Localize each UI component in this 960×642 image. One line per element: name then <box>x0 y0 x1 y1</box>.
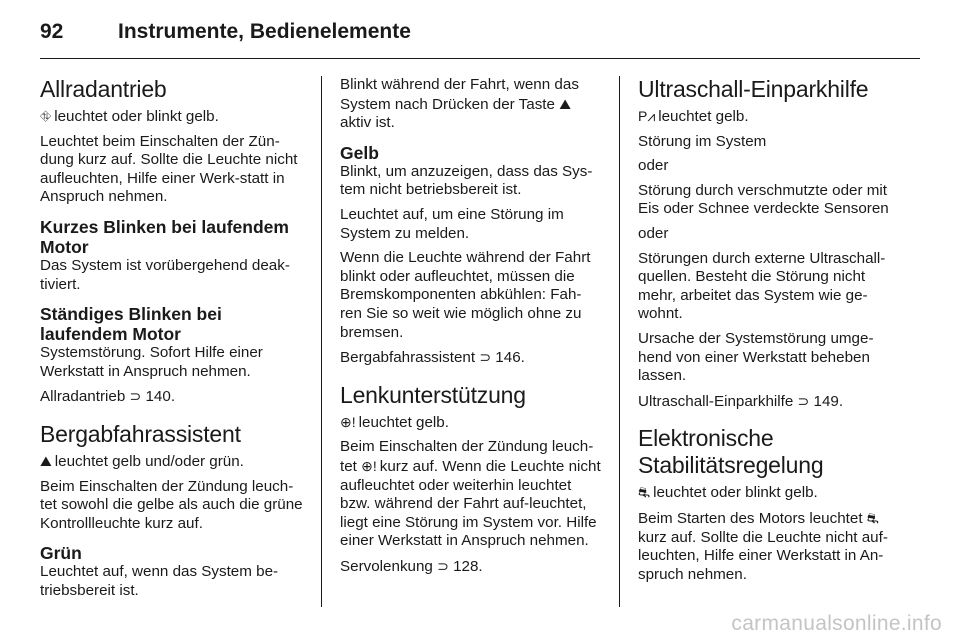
page-number: 92 <box>40 20 64 43</box>
running-title: Instrumente, Bedienelemente <box>118 20 411 43</box>
paragraph-bergab-start: Beim Einschalten der Zündung leuch-tet sowohl die gelbe als auch die grüne Kontrollleuchte kurz auf. <box>40 477 303 532</box>
paragraph-bremsen: Wenn die Leuchte während der Fahrt blinkt oder aufleuchtet, müssen die Bremskomponenten abkühlen: Fah-ren Sie so weit wie möglich ohne zu bremsen. <box>340 249 591 341</box>
paragraph-stoerung-extern: Störungen durch externe Ultraschall-quellen. Besteht die Störung nicht mehr, arbeitet das System wie ge-wohnt. <box>638 249 886 323</box>
paragraph-esp-start: Beim Starten des Motors leuchtet ⛐ kurz auf. Sollte die Leuchte nicht auf-leuchten, Hilfe einer Werkstatt in An-spruch nehmen. <box>638 509 888 583</box>
heading-staendiges-blinken: Ständiges Blinken bei laufendem Motor <box>40 304 222 345</box>
paragraph-esp-icon: ⛐ leuchtet oder blinkt gelb. <box>638 484 818 502</box>
paragraph-gelb: Blinkt, um anzuzeigen, dass das Sys-tem nicht betriebsbereit ist. <box>340 162 593 199</box>
paragraph-stoerung-sensoren: Störung durch verschmutzte oder mit Eis oder Schnee verdeckte Sensoren <box>638 181 889 218</box>
reference-bergabfahrassistent[interactable]: Bergabfahrassistent ⊃ 146. <box>340 349 525 367</box>
reference-arrow-icon: ⊃ <box>797 392 810 409</box>
paragraph-allrad-start: Leuchtet beim Einschalten der Zün-dung kurz auf. Sollte die Leuchte nicht aufleuchten, Hilfe einer Werk-statt in Anspruch nehmen. <box>40 132 298 206</box>
steering-warning-icon-inline: ⊕! <box>361 457 377 474</box>
paragraph-stoerung-system: Störung im System <box>638 132 767 150</box>
heading-lenkunterstuetzung: Lenkunterstützung <box>340 381 526 408</box>
reference-servolenkung[interactable]: Servolenkung ⊃ 128. <box>340 557 483 575</box>
reference-arrow-icon: ⊃ <box>437 557 449 574</box>
paragraph-oder-1: oder <box>638 157 669 175</box>
park-assist-icon: P⩘ <box>638 108 656 124</box>
paragraph-allrad-icon: ⛗ leuchtet oder blinkt gelb. <box>40 108 219 125</box>
watermark: carmanualsonline.info <box>731 612 942 635</box>
column-1 <box>40 76 308 607</box>
paragraph-staendiges-blinken: Systemstörung. Sofort Hilfe einer Werkstatt in Anspruch nehmen. <box>40 344 263 380</box>
heading-stabilitaetsregelung: Elektronische Stabilitätsregelung <box>638 425 824 479</box>
column-2 <box>340 76 602 582</box>
paragraph-gruen: Leuchtet auf, wenn das System be-triebsbereit ist. <box>40 563 279 599</box>
paragraph-bergab-icon: ⛰ leuchtet gelb und/oder grün. <box>40 452 244 470</box>
reference-ultraschall[interactable]: Ultraschall-Einparkhilfe ⊃ 149. <box>638 392 844 410</box>
heading-kurzes-blinken: Kurzes Blinken bei laufendem Motor <box>40 216 289 257</box>
page-header <box>40 14 920 54</box>
steering-warning-icon: ⊕! <box>340 413 356 430</box>
esp-icon-inline: ⛐ <box>866 509 879 526</box>
paragraph-stoerung: Leuchtet auf, um eine Störung im System zu melden. <box>340 205 564 242</box>
paragraph-ursache: Ursache der Systemstörung umge-hend von einer Werkstatt beheben lassen. <box>638 329 874 385</box>
paragraph-oder-2: oder <box>638 224 669 242</box>
awd-icon: ⛗ <box>40 108 52 124</box>
esp-icon: ⛐ <box>638 484 651 501</box>
paragraph-kurzes-blinken: Das System ist vorübergehend deak-tiviert. <box>40 256 290 293</box>
paragraph-blinkt-fahrt: Blinkt während der Fahrt, wenn das System nach Drücken der Taste ⛰ aktiv ist. <box>340 76 579 132</box>
hill-descent-button-icon: ⛰ <box>559 95 571 112</box>
hill-descent-icon: ⛰ <box>40 452 52 469</box>
header-rule <box>40 58 920 59</box>
heading-gruen: Grün <box>40 543 82 564</box>
reference-allradantrieb[interactable]: Allradantrieb ⊃ 140. <box>40 388 176 406</box>
reference-arrow-icon: ⊃ <box>479 349 492 366</box>
column-divider-2 <box>619 76 620 607</box>
heading-allradantrieb: Allradantrieb <box>40 76 167 102</box>
paragraph-lenk-icon: ⊕! leuchtet gelb. <box>340 413 449 431</box>
reference-arrow-icon: ⊃ <box>129 388 142 405</box>
column-3 <box>638 76 904 590</box>
heading-gelb: Gelb <box>340 142 379 163</box>
paragraph-ultra-icon: P⩘ leuchtet gelb. <box>638 108 749 125</box>
heading-ultraschall: Ultraschall-Einparkhilfe <box>638 76 869 102</box>
column-divider-1 <box>321 76 322 607</box>
heading-bergabfahrassistent: Bergabfahrassistent <box>40 420 241 447</box>
paragraph-lenk-start: Beim Einschalten der Zündung leuch-tet ⊕! kurz auf. Wenn die Leuchte nicht aufleuchtet oder weiterhin leuchtet bzw. während der Fahrt auf-leuchtet, liegt eine Störung im System vor. Hilfe einer Werkstatt in Anspruch nehmen. <box>340 438 601 550</box>
